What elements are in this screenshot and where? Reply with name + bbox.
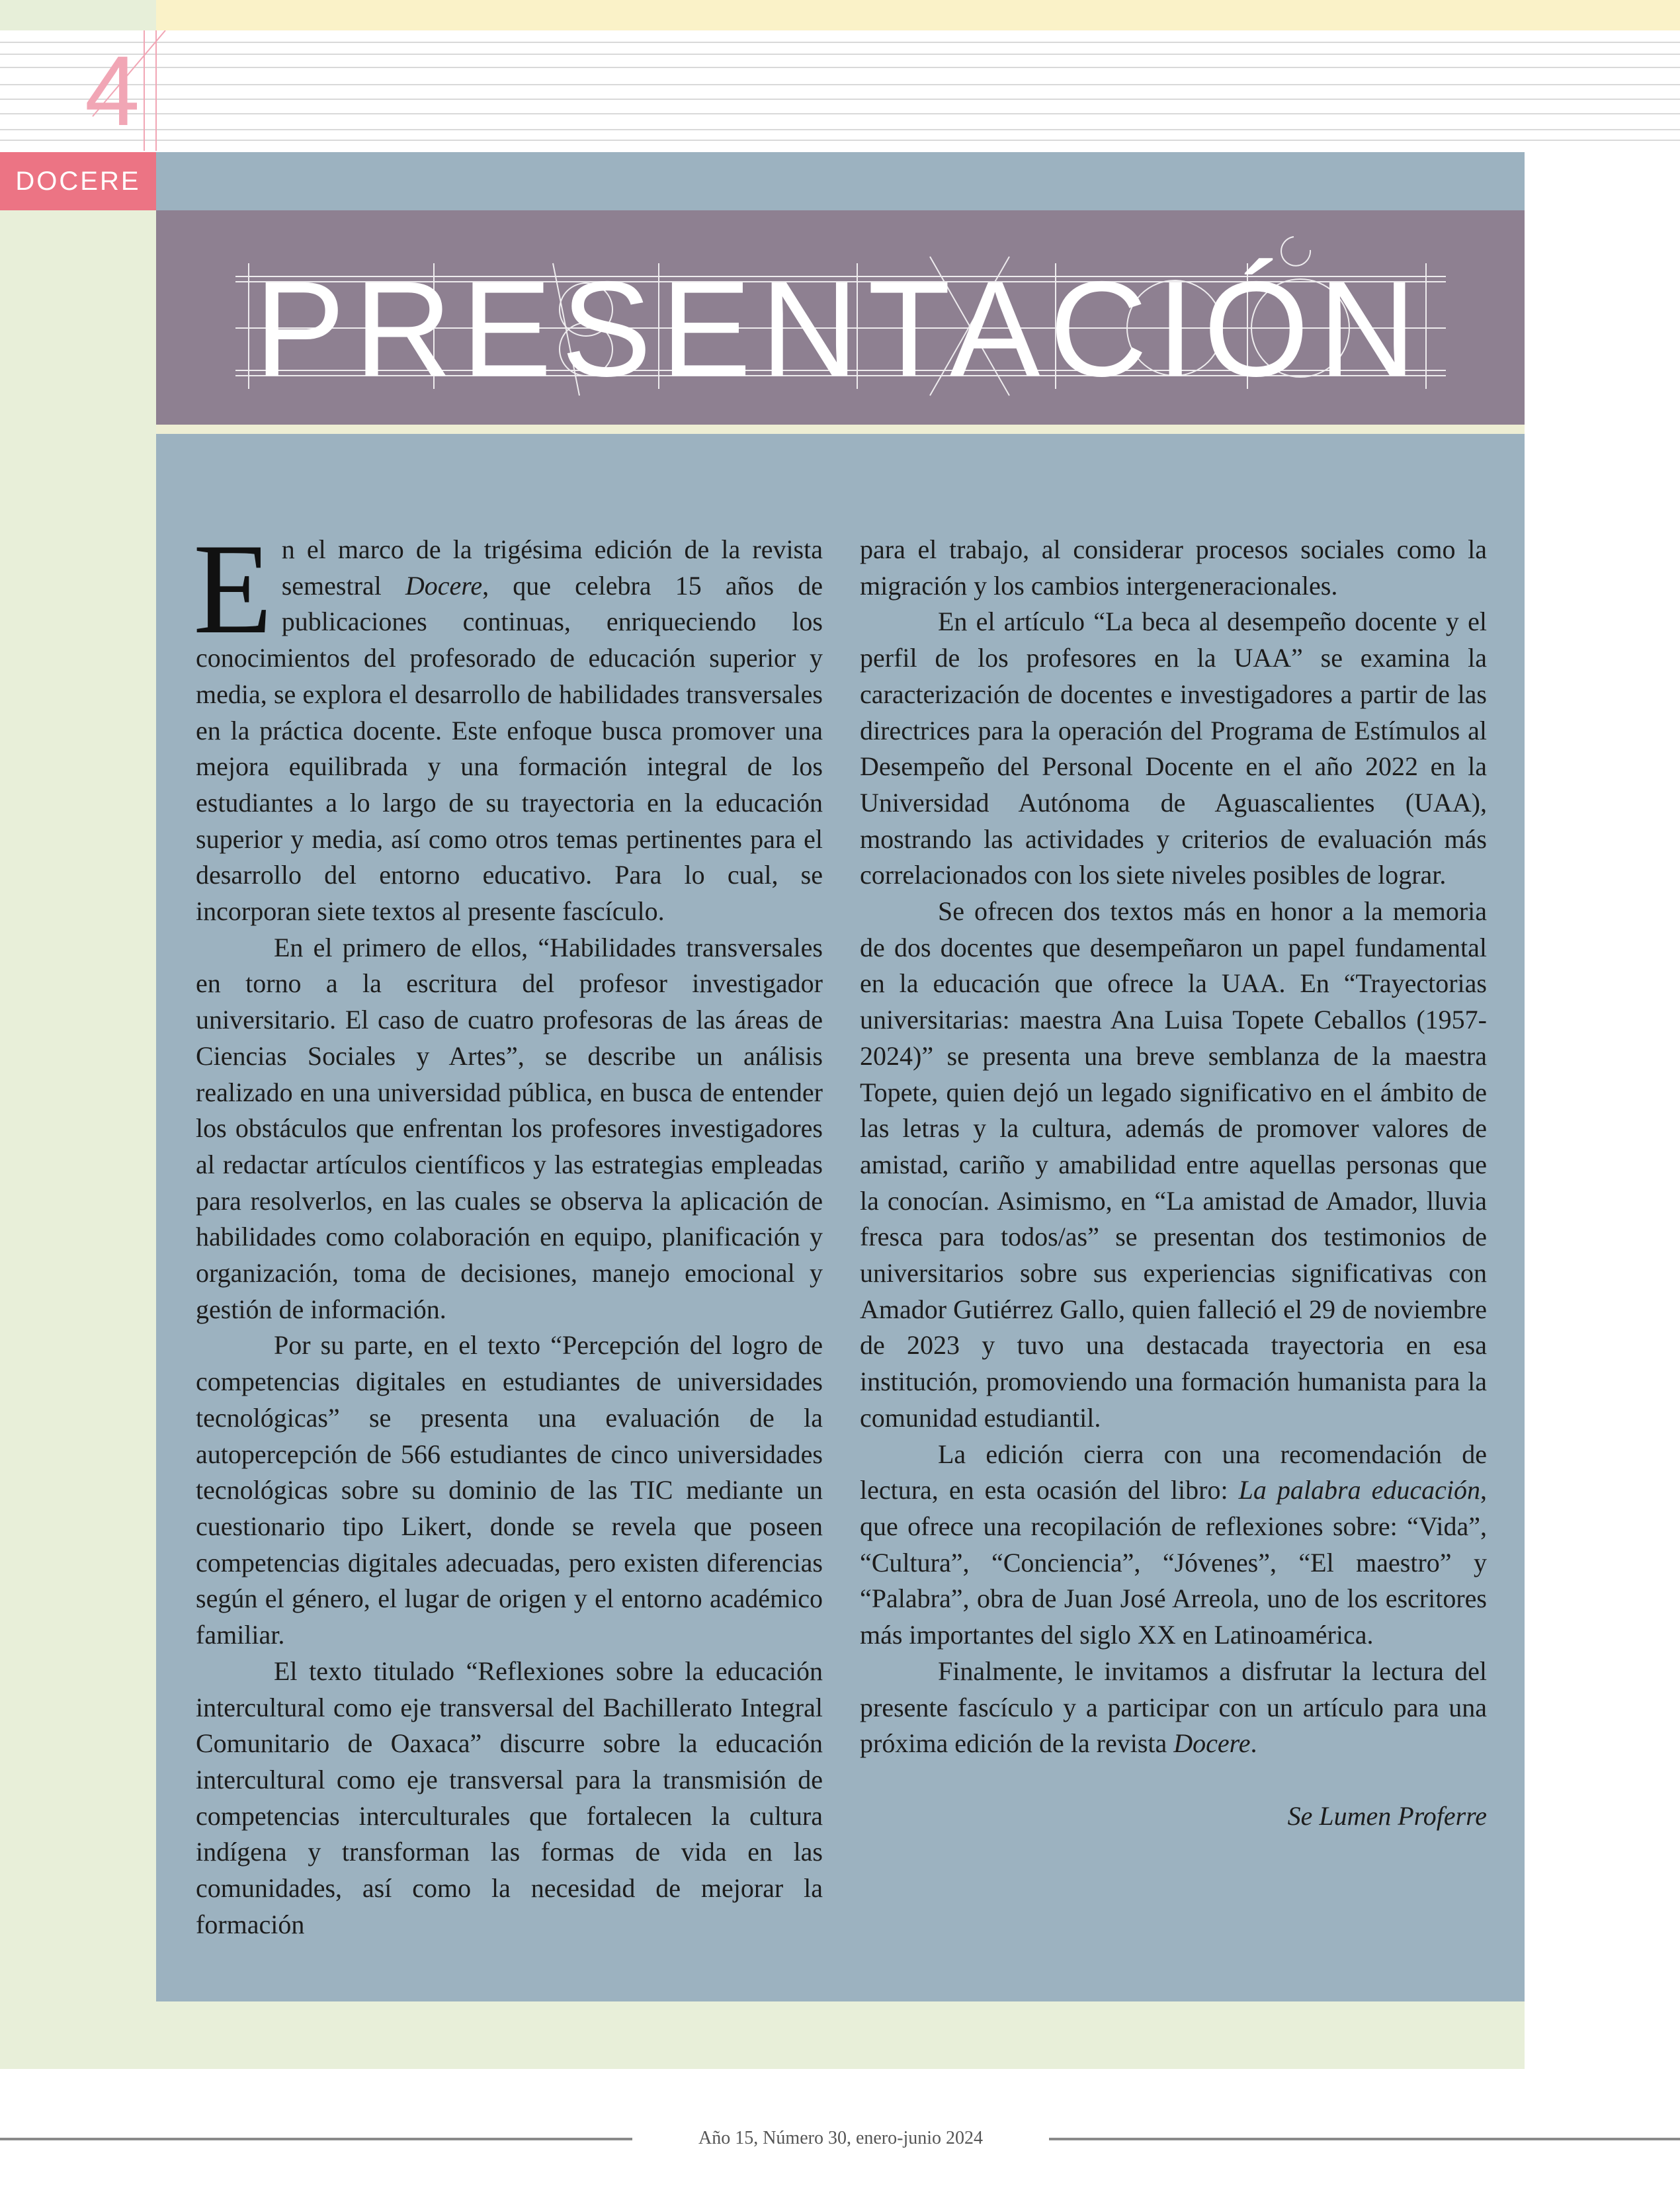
book-title: La palabra educación [1238,1475,1480,1505]
title-underline [156,425,1525,434]
top-color-band [156,0,1680,30]
paragraph-habilidades: En el primero de ellos, “Habilidades transversales en torno a la escritura del profesor investigador universitario. El caso de cuatro profesoras de las áreas de Ciencias Sociales y Artes”, se describe un análisis realizado en una universidad pública, en busca de entender los obstáculos que enfrentan los profesores investigadores al redactar artículos científicos y las estrategias empleadas para resolverlos, en las cuales se observa la aplicación de habilidades como colaboración en equipo, planificación y organización, toma de decisiones, manejo emocional y gestión de información. [196,932,823,1324]
footer-issue-info: Año 15, Número 30, enero-junio 2024 [698,2128,984,2148]
journal-name: Docere [405,570,483,601]
paragraph-interculturalidad: El texto titulado “Reflexiones sobre la educación intercultural como eje transversal del Bachillerato Integral Comunitario de Oaxaca” discurre sobre la educación intercultural como eje transversal para la transmisión de competencias interculturales que fortalecen la cultura indígena y transforman las formas de vida en las comunidades, así como la necesidad de mejorar la formación [196,1656,823,1939]
section-tab-docere: DOCERE [0,152,156,210]
article-column-right [860,532,1487,1835]
page-title: PRESENTACIÓN [254,253,1426,405]
top-corner-band [0,0,156,30]
journal-name: Docere [1173,1728,1251,1759]
paragraph-semblanzas: Se ofrecen dos textos más en honor a la memoria de dos docentes que desempeñaron un papel fundamental en la educación que ofrece la UAA. En “Trayectorias universitarias: maestra Ana Luisa Topete Ceballos (1957-2024)” se presenta una breve semblanza de la maestra Topete, quien dejó un legado significativo en el ámbito de las letras y la cultura, además de promover valores de amistad, cariño y amabilidad entre aquellas personas que la conocían. Asimismo, en “La amistad de Amador, lluvia fresca para todos/as” se presentan dos testimonios de universitarios sobre sus experiencias significativas con Amador Gutiérrez Gallo, quien falleció el 29 de noviembre de 2023 y tuvo una destacada trayectoria en esa institución, promoviendo una formación humanista para la comunidad estudiantil. [860,896,1487,1433]
paragraph-competencias: Por su parte, en el texto “Percepción del logro de competencias digitales en estudiantes de universidades tecnológicas” se presenta una evaluación de la autopercepción de 566 estudiantes de cinco universidades tecnológicas sobre su dominio de las TIC mediante un cuestionario tipo Likert, donde se revela que poseen competencias digitales adecuadas, pero existen diferencias según el género, el lugar de origen y el entorno académico familiar. [196,1330,823,1650]
page-number: 4 [85,35,140,146]
left-side-strip [0,210,156,2069]
bottom-side-strip [0,2001,1525,2069]
paragraph-recomendacion: La edición cierra con una recomendación de lectura, en esta ocasión del libro: La palabra educación, que ofrece una recopilación de reflexiones sobre: “Vida”, “Cultura”, “Conciencia”, “Jóvenes”, “El maestro” y “Palabra”, obra de Juan José Arreola, uno de los escritores más importantes del siglo XX en Latinoamérica. [860,1439,1487,1650]
paragraph-beca: En el artículo “La beca al desempeño docente y el perfil de los profesores en la UAA” se examina la caracterización de docentes e investigadores a partir de las directrices para la operación del Programa de Estímulos al Desempeño del Personal Docente en el año 2022 en la Universidad Autónoma de Aguascalientes (UAA), mostrando las actividades y criterios de evaluación más correlacionados con los siete niveles posibles de lograr. [860,607,1487,890]
drop-cap: E [193,517,273,661]
signature-motto: Se Lumen Proferre [1287,1800,1487,1831]
paragraph-intro: En el marco de la trigésima edición de la revista semestral Docere, que celebra 15 años de publicaciones continuas, enriqueciendo los conocimientos del profesorado de educación superior y media, se explora el desarrollo de habilidades transversales en la práctica docente. Este enfoque busca promover una mejora equilibrada y una formación integral de los estudiantes a lo largo de su trayectoria en la educación superior y media, así como otros temas pertinentes para el desarrollo del entorno educativo. Para lo cual, se incorporan siete textos al presente fascículo. [193,517,823,927]
article-column-left [193,517,823,1943]
paragraph-cierre: Finalmente, le invitamos a disfrutar la lectura del presente fascículo y a participar con un artículo para una próxima edición de la revista Docere. [860,1656,1487,1759]
header-rule-lines [0,30,1680,151]
title-graphic [156,210,1525,425]
footer-rule-left [0,2138,632,2140]
footer-rule-right [1049,2138,1680,2140]
paragraph-interculturalidad-cont: para el trabajo, al considerar procesos sociales como la migración y los cambios intergeneracionales. [860,534,1487,601]
title-band [156,210,1525,425]
